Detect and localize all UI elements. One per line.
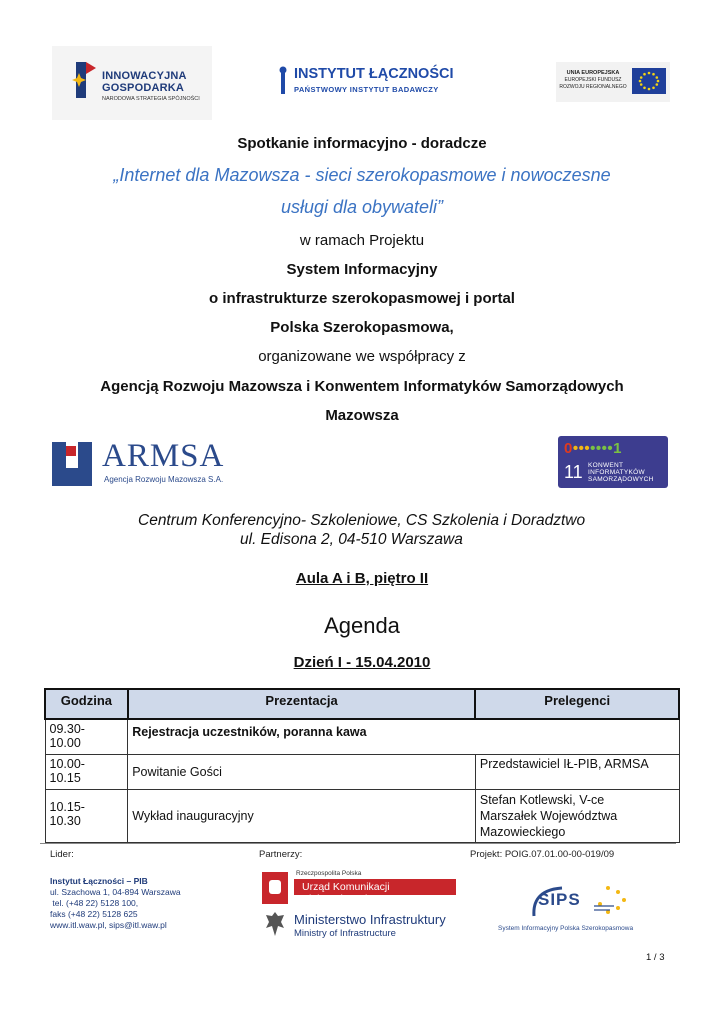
kis-line1: KONWENT (588, 462, 624, 469)
kis-line3: SAMORZĄDOWYCH (588, 476, 654, 483)
innowacyjna-gospodarka-logo (52, 46, 212, 120)
row-time: 10.15- 10.30 (45, 790, 128, 843)
footer-partners-label: Partnerzy: (259, 849, 303, 860)
armsa-mark-icon (52, 442, 92, 486)
ue-line3: ROZWOJU REGIONALNEGO (559, 84, 627, 90)
room-info: Aula A i B, piętro II (295, 570, 429, 587)
table-row (45, 719, 679, 755)
intro-line: w ramach Projektu (299, 232, 425, 249)
page-number: 1 / 3 (646, 952, 665, 963)
eu-fund-text (558, 70, 628, 91)
ig-line2: GOSPODARKA (102, 82, 185, 94)
armsa-name: ARMSA (102, 438, 225, 474)
kis-text (588, 462, 654, 483)
kis-line2: INFORMATYKÓW (588, 469, 645, 476)
footer-project-label: Projekt: POIG.07.01.00-00-019/09 (470, 849, 615, 860)
agenda-table (44, 688, 680, 843)
eu-fund-logo (556, 62, 670, 102)
uke-name: Urząd Komunikacji Elektronicznej (302, 881, 390, 905)
mi-line2: Ministry of Infrastructure (294, 928, 396, 939)
armsa-logo (52, 440, 232, 490)
col-header-presentation: Prezentacja (128, 689, 476, 719)
antenna-icon (276, 66, 290, 96)
table-header-row (45, 689, 679, 719)
eu-flag-icon (632, 68, 666, 94)
lider-web: www.itl.waw.pl, sips@itl.waw.pl (50, 920, 167, 930)
ig-line3: NARODOWA STRATEGIA SPÓJNOŚCI (102, 96, 200, 102)
kis-dots-icon: 0•••••••1 (564, 440, 622, 457)
intro-line: System Informacyjny (286, 261, 438, 278)
armsa-subtitle: Agencja Rozwoju Mazowsza S.A. (104, 475, 224, 484)
kis-logo (558, 436, 668, 488)
col-header-time: Godzina (45, 689, 128, 719)
table-row (45, 790, 679, 843)
itl-line2: PAŃSTWOWY INSTYTUT BADAWCZY (294, 85, 439, 94)
lider-address: ul. Szachowa 1, 04-894 Warszawa (50, 887, 181, 897)
polish-eagle-icon (262, 872, 288, 904)
sips-name: SIPS (538, 890, 581, 909)
uke-logo (262, 868, 462, 908)
footer-lider-label: Lider: (50, 849, 74, 860)
day-title: Dzień I - 15.04.2010 (293, 654, 431, 671)
kis-one: 1 (613, 440, 622, 457)
instytut-lacznosci-logo (276, 64, 456, 100)
kis-number: 11 (564, 462, 583, 482)
kis-zero: 0 (564, 440, 573, 457)
intro-line: o infrastrukturze szerokopasmowej i portal (209, 290, 515, 307)
ig-line1: INNOWACYJNA (102, 70, 187, 82)
intro-line: Agencją Rozwoju Mazowsza i Konwentem Informatyków Samorządowych (100, 378, 624, 395)
footer-divider (40, 843, 676, 844)
uke-small: Rzeczpospolita Polska (296, 870, 362, 877)
itl-line1: INSTYTUT ŁĄCZNOŚCI (294, 66, 454, 82)
ue-line2: EUROPEJSKI FUNDUSZ (564, 77, 622, 83)
lider-fax: faks (+48 22) 5128 625 (50, 909, 138, 919)
star-flag-icon (70, 58, 96, 102)
event-title-line1: „Internet dla Mazowsza - sieci szerokopasmowe i nowoczesne (113, 165, 611, 185)
eagle-icon (264, 910, 286, 938)
row-presentation: Rejestracja uczestników, poranna kawa (128, 719, 679, 755)
row-speaker: Stefan Kotlewski, V-ce Marszałek Województwa Mazowieckiego (475, 790, 679, 843)
lider-name: Instytut Łączności – PIB (50, 876, 148, 886)
row-speaker: Przedstawiciel IŁ-PIB, ARMSA (475, 755, 679, 790)
intro-line: Mazowsza (325, 407, 399, 424)
intro-line: organizowane we współpracy z (258, 348, 466, 365)
venue-address: ul. Edisona 2, 04-510 Warszawa (240, 531, 463, 548)
agenda-title: Agenda (324, 613, 400, 638)
table-row (45, 755, 679, 790)
sips-logo (498, 878, 648, 938)
row-time: 09.30- 10.00 (45, 719, 128, 755)
venue-name: Centrum Konferencyjno- Szkoleniowe, CS Szkolenia i Doradztwo (138, 512, 586, 529)
mi-line1: Ministerstwo Infrastruktury (294, 912, 446, 927)
meeting-heading: Spotkanie informacyjno - doradcze (237, 135, 487, 152)
col-header-speakers: Prelegenci (475, 689, 679, 719)
ministry-infrastructure-logo (262, 910, 462, 942)
lider-contact (50, 876, 181, 931)
lider-phone: tel. (+48 22) 5128 100, (50, 898, 139, 908)
row-presentation: Powitanie Gości (128, 755, 476, 790)
ue-line1: UNIA EUROPEJSKA (566, 70, 620, 76)
event-title-line2: usługi dla obywateli” (280, 197, 444, 217)
row-time: 10.00- 10.15 (45, 755, 128, 790)
sips-subtitle: System Informacyjny Polska Szerokopasmowa (498, 925, 634, 932)
intro-line: Polska Szerokopasmowa, (270, 319, 454, 336)
row-presentation: Wykład inauguracyjny (128, 790, 476, 843)
